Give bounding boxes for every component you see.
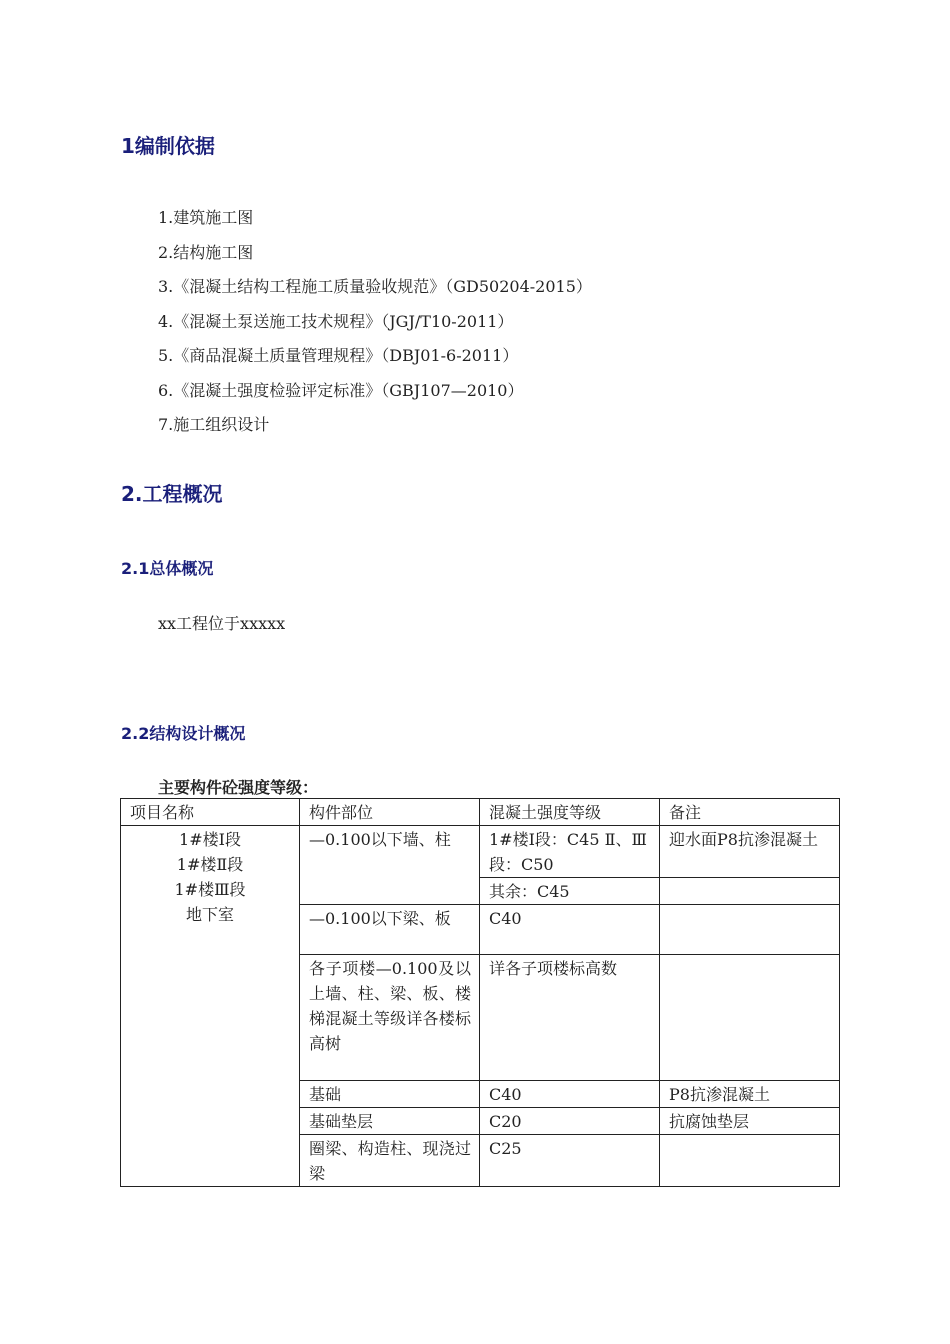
- reference-list: [158, 206, 592, 448]
- grade-cell: C25: [480, 1135, 660, 1187]
- part-cell: 圈梁、构造柱、现浇过梁: [300, 1135, 480, 1187]
- project-line: 1#楼Ⅱ段: [176, 855, 244, 874]
- grade-cell: C40: [480, 1081, 660, 1108]
- reference-item: 6.《混凝土强度检验评定标准》（GBJ107—2010）: [158, 380, 524, 400]
- project-line: 1#楼Ⅰ段: [179, 830, 241, 849]
- part-cell: 基础: [300, 1081, 480, 1108]
- note-cell: 迎水面P8抗渗混凝土: [660, 826, 840, 878]
- overview-paragraph: xx工程位于xxxxx: [158, 614, 286, 633]
- reference-item: 2.结构施工图: [158, 242, 254, 262]
- project-line: 地下室: [185, 905, 234, 924]
- note-cell: 抗腐蚀垫层: [660, 1108, 840, 1135]
- part-cell: 基础垫层: [300, 1108, 480, 1135]
- reference-item: 1.建筑施工图: [158, 208, 254, 227]
- reference-item: 5.《商品混凝土质量管理规程》（DBJ01-6-2011）: [158, 346, 519, 365]
- header-cell: 混凝土强度等级: [480, 799, 660, 826]
- reference-item: 4.《混凝土泵送施工技术规程》（JGJ/T10-2011）: [158, 311, 514, 331]
- table-header-row: [121, 799, 840, 826]
- note-cell: [660, 1135, 840, 1187]
- header-cell: 构件部位: [300, 799, 480, 826]
- grade-cell: C40: [480, 905, 660, 955]
- section-2-1-heading: 2.1总体概况: [121, 559, 214, 578]
- section-2-heading: 2.工程概况: [121, 482, 223, 506]
- grade-cell: 详各子项楼标高数: [480, 955, 660, 1081]
- note-cell: [660, 905, 840, 955]
- header-cell: 项目名称: [121, 799, 300, 826]
- part-cell: —0.100以下墙、柱: [300, 826, 480, 905]
- table-row: [121, 826, 840, 878]
- section-1-heading: 1编制依据: [121, 134, 215, 158]
- note-cell: P8抗渗混凝土: [660, 1081, 840, 1108]
- note-cell: [660, 878, 840, 905]
- grade-cell: 其余：C45: [480, 878, 660, 905]
- part-cell: —0.100以下梁、板: [300, 905, 480, 955]
- section-2-2-heading: 2.2结构设计概况: [121, 724, 246, 743]
- table-caption: 主要构件砼强度等级：: [158, 778, 319, 797]
- project-line: 1#楼Ⅲ段: [174, 880, 246, 899]
- reference-item: 7.施工组织设计: [158, 415, 270, 434]
- reference-item: 3.《混凝土结构工程施工质量验收规范》（GD50204-2015）: [158, 277, 592, 296]
- header-cell: 备注: [660, 799, 840, 826]
- grade-cell: 1#楼Ⅰ段：C45 Ⅱ、Ⅲ段：C50: [480, 826, 660, 878]
- concrete-grade-table: [120, 798, 840, 1187]
- note-cell: [660, 955, 840, 1081]
- part-cell: 各子项楼—0.100及以上墙、柱、梁、板、楼梯混凝土等级详各楼标高树: [300, 955, 480, 1081]
- project-name-cell: [121, 826, 300, 1187]
- grade-cell: C20: [480, 1108, 660, 1135]
